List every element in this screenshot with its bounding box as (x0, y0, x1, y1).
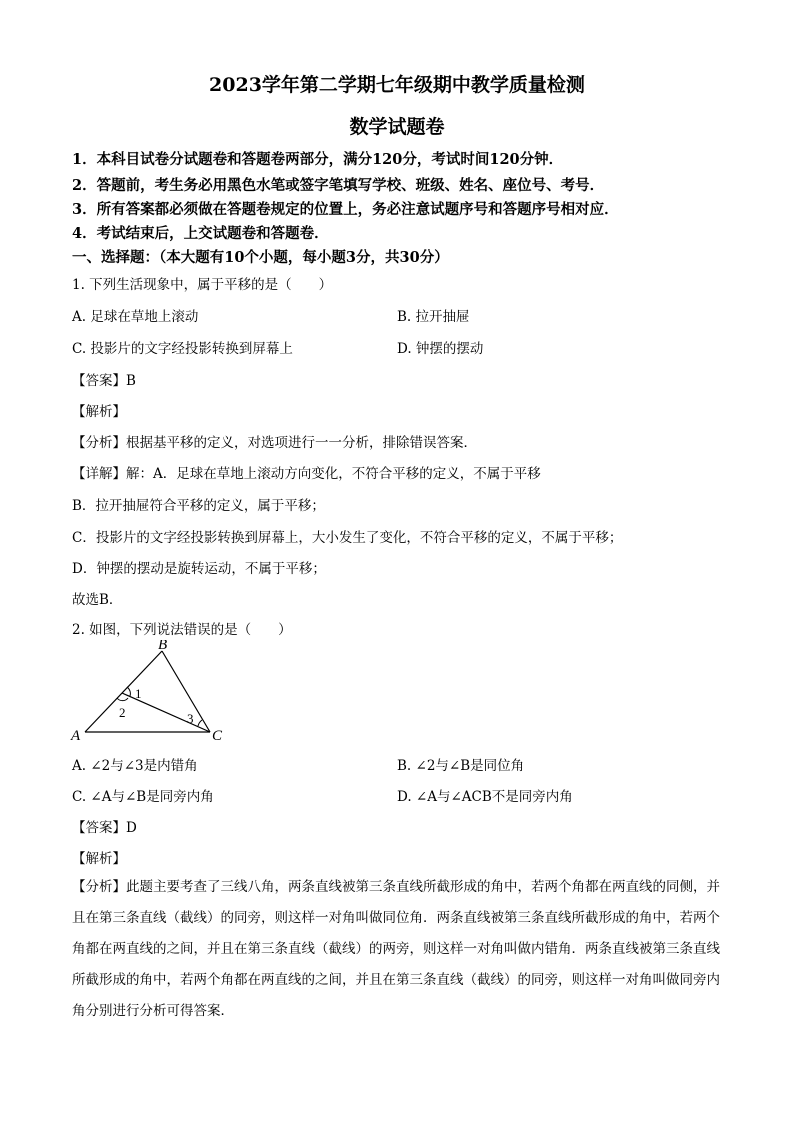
question-1-stem: 1. 下列生活现象中，属于平移的是（ ） (72, 277, 333, 293)
question-1-detail-5: 故选B． (72, 592, 123, 608)
question-1-option-b: B. 拉开抽屉 (397, 309, 470, 325)
page-title: 2023学年第二学期七年级期中教学质量检测 (209, 74, 585, 96)
vertex-label-a: A (71, 728, 81, 744)
note-4: 4．考试结束后，上交试题卷和答题卷． (72, 225, 329, 242)
question-1-analysis-tag: 【解析】 (72, 404, 126, 420)
note-1: 1．本科目试卷分试题卷和答题卷两部分，满分120分，考试时间120分钟． (72, 151, 564, 168)
note-3: 3．所有答案都必须做在答题卷规定的位置上，务必注意试题序号和答题序号相对应． (72, 201, 619, 218)
section-heading: 一、选择题：（本大题有10个小题，每小题3分，共30分） (72, 249, 449, 266)
page-subtitle: 数学试题卷 (349, 116, 445, 138)
angle-label-3: 3 (187, 711, 194, 726)
question-1-detail-1: 【详解】解：A．足球在草地上滚动方向变化，不符合平移的定义，不属于平移 (72, 466, 541, 482)
question-1-option-c: C. 投影片的文字经投影转换到屏幕上 (72, 341, 293, 357)
vertex-label-b: B (158, 640, 168, 653)
question-2-answer: 【答案】D (72, 820, 137, 836)
angle-1-arc (127, 687, 130, 696)
question-2-fenxi: 【分析】此题主要考查了三线八角，两条直线被第三条直线所截形成的角中，若两个角都在两直线的同侧，并且在第三条直线（截线）的同旁，则这样一对角叫做同位角．两条直线被第三条直线所截形成的角中，若两个角都在两直线的之间，并且在第三条直线（截线）的两旁，则这样一对角叫做内错角．两条直线被第三条直线所截形成的角中，若两个角都在两直线的之间，并且在第三条直线（截线）的同旁，则这样一对角叫做同旁内角分别进行分析可得答案． (72, 879, 720, 1019)
question-1-detail-3: C．投影片的文字经投影转换到屏幕上，大小发生了变化，不符合平移的定义，不属于平移； (72, 530, 623, 546)
question-1-option-d: D. 钟摆的摆动 (397, 341, 484, 357)
triangle-figure (68, 640, 238, 748)
question-1-detail-2: B．拉开抽屉符合平移的定义，属于平移； (72, 498, 325, 514)
side-bc (162, 651, 210, 732)
question-1-fenxi: 【分析】根据基平移的定义，对选项进行一一分析，排除错误答案． (72, 435, 477, 451)
question-2-stem: 2. 如图，下列说法错误的是（ ） (72, 622, 292, 638)
angle-label-1: 1 (135, 686, 142, 701)
question-1-answer: 【答案】B (72, 373, 136, 389)
question-2-option-d: D. ∠A与∠ACB不是同旁内角 (397, 789, 573, 805)
angle-label-2: 2 (119, 705, 126, 720)
angle-3-arc (198, 720, 202, 726)
question-1-option-a: A. 足球在草地上滚动 (72, 309, 199, 325)
note-2: 2．答题前，考生务必用黑色水笔或签字笔填写学校、班级、姓名、座位号、考号． (72, 177, 605, 194)
question-2-analysis-tag: 【解析】 (72, 851, 126, 867)
question-2-option-b: B. ∠2与∠B是同位角 (397, 758, 525, 774)
question-1-detail-4: D．钟摆的摆动是旋转运动，不属于平移； (72, 561, 326, 577)
angle-2-arc (117, 698, 128, 701)
question-2-option-a: A. ∠2与∠3是内错角 (72, 758, 198, 774)
vertex-label-c: C (212, 728, 223, 744)
question-2-option-c: C. ∠A与∠B是同旁内角 (72, 789, 214, 805)
